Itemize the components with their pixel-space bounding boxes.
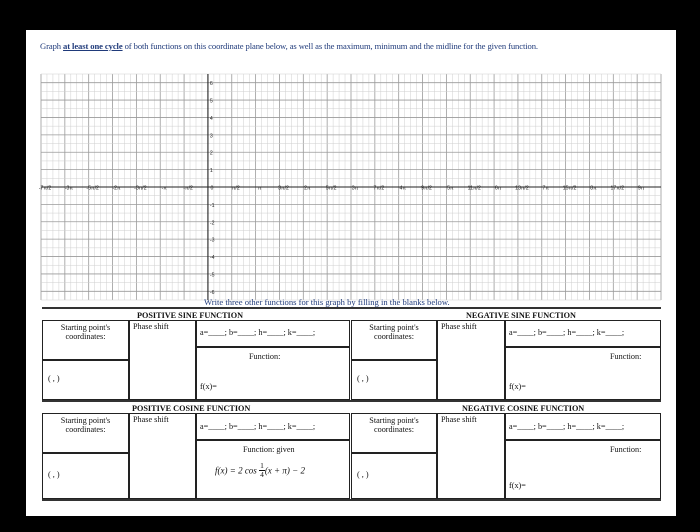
instruction-suffix: of both functions on this coordinate plane below, as well as the maximum, minimum and the midline for the given function. xyxy=(122,41,538,51)
x-tick-label: -5π/2 xyxy=(86,185,99,192)
x-tick-label: 17π/2 xyxy=(610,185,625,192)
starting-point-label: Starting point's xyxy=(369,323,419,332)
pos-cos-start-cell xyxy=(42,413,129,453)
neg-sine-coord-cell[interactable] xyxy=(351,360,437,400)
fx-label: f(x)= xyxy=(200,382,217,391)
neg-cos-function-cell[interactable] xyxy=(505,440,661,499)
neg-cos-start-cell xyxy=(351,413,437,453)
table-top-border xyxy=(42,307,661,309)
instruction-emphasis: at least one cycle xyxy=(63,41,123,51)
x-tick-label: 7π xyxy=(542,185,550,192)
x-tick-label: 5π xyxy=(447,185,454,192)
y-tick-label: -4 xyxy=(209,255,215,262)
params-label: a=____; b=____; h=____; k=____; xyxy=(200,422,316,431)
x-tick-label: 15π/2 xyxy=(562,185,577,192)
neg-sine-phase-cell[interactable] xyxy=(437,320,505,400)
neg-sine-start-cell xyxy=(351,320,437,360)
y-tick-label: -1 xyxy=(209,202,215,209)
formula-rhs: (x + π) − 2 xyxy=(264,465,305,476)
y-tick-label: 4 xyxy=(209,115,213,122)
y-tick-label: 6 xyxy=(209,81,213,88)
coordinates-label: coordinates: xyxy=(373,425,414,434)
x-tick-label: 2π xyxy=(304,185,311,192)
x-tick-label: π/2 xyxy=(231,185,240,192)
coord-blank: ( , ) xyxy=(48,374,60,383)
neg-cos-phase-cell[interactable] xyxy=(437,413,505,499)
x-tick-label: 3π/2 xyxy=(278,185,289,192)
x-tick-label: 9π xyxy=(637,185,645,192)
params-label: a=____; b=____; h=____; k=____; xyxy=(509,328,625,337)
phase-shift-label: Phase shift xyxy=(441,322,477,331)
pos-sine-start-cell xyxy=(42,320,129,360)
y-tick-label: -6 xyxy=(209,289,215,296)
x-tick-label: -3π xyxy=(64,185,73,192)
x-tick-label: 6π xyxy=(494,185,502,192)
pos-sine-params-cell[interactable] xyxy=(196,320,350,347)
x-tick-label: 4π xyxy=(399,185,406,192)
x-tick-label: π xyxy=(257,185,262,192)
y-tick-label: -3 xyxy=(209,237,215,244)
subtitle-text: Write three other functions for this graph by filling in the blanks below. xyxy=(204,297,450,307)
coordinate-plane[interactable] xyxy=(38,74,661,300)
instruction-prefix: Graph xyxy=(40,41,64,51)
x-tick-label: -π xyxy=(161,185,167,192)
y-tick-label: -2 xyxy=(209,220,215,227)
pos-cos-phase-cell[interactable] xyxy=(129,413,196,499)
pos-cos-coord-cell[interactable] xyxy=(42,453,129,499)
pos-cos-function-cell xyxy=(196,440,350,499)
x-tick-label: -7π/2 xyxy=(38,185,52,192)
neg-sine-title: NEGATIVE SINE FUNCTION xyxy=(466,311,576,320)
fx-label: f(x)= xyxy=(509,481,526,490)
formula-lhs: f(x) = 2 cos xyxy=(215,465,260,476)
phase-shift-label: Phase shift xyxy=(133,322,169,331)
starting-point-label: Starting point's xyxy=(369,416,419,425)
x-tick-label: 3π xyxy=(351,185,359,192)
y-tick-label: 1 xyxy=(209,168,213,175)
params-label: a=____; b=____; h=____; k=____; xyxy=(509,422,625,431)
neg-sine-params-cell[interactable] xyxy=(505,320,661,347)
x-tick-label: -3π/2 xyxy=(134,185,147,192)
x-tick-label: 7π/2 xyxy=(373,185,385,192)
x-tick-label: -2π xyxy=(112,185,121,192)
x-tick-label: 11π/2 xyxy=(467,185,481,192)
neg-cos-title: NEGATIVE COSINE FUNCTION xyxy=(462,404,585,413)
coordinates-label: coordinates: xyxy=(373,332,414,341)
fx-label: f(x)= xyxy=(509,382,526,391)
phase-shift-label: Phase shift xyxy=(441,415,477,424)
neg-cos-params-cell[interactable] xyxy=(505,413,661,440)
y-tick-label: -5 xyxy=(209,272,215,279)
coord-blank: ( , ) xyxy=(357,374,369,383)
params-label: a=____; b=____; h=____; k=____; xyxy=(200,328,316,337)
coord-blank: ( , ) xyxy=(48,470,60,479)
phase-shift-label: Phase shift xyxy=(133,415,169,424)
starting-point-label: Starting point's xyxy=(60,323,111,332)
coord-blank: ( , ) xyxy=(357,470,369,479)
y-tick-label: 3 xyxy=(209,133,213,140)
instruction-text xyxy=(40,41,538,51)
fraction-denominator: 4 xyxy=(260,470,264,479)
pos-sine-coord-cell[interactable] xyxy=(42,360,129,400)
x-tick-label: 13π/2 xyxy=(515,185,529,192)
pos-cos-params-cell[interactable] xyxy=(196,413,350,440)
table-mid-border xyxy=(42,400,661,402)
y-tick-label: 5 xyxy=(209,98,213,105)
x-tick-label: 5π/2 xyxy=(325,185,337,192)
x-tick-label: 9π/2 xyxy=(421,185,432,192)
given-function-formula xyxy=(215,462,305,479)
starting-point-label: Starting point's xyxy=(60,416,111,425)
pos-sine-title: POSITIVE SINE FUNCTION xyxy=(137,311,244,320)
coordinates-label: coordinates: xyxy=(65,425,106,434)
pos-sine-phase-cell[interactable] xyxy=(129,320,196,400)
y-tick-label: 2 xyxy=(209,150,213,157)
function-table xyxy=(42,307,661,501)
x-tick-label: 8π xyxy=(590,185,597,192)
coordinates-label: coordinates: xyxy=(65,332,106,341)
x-tick-label: 0 xyxy=(210,185,214,192)
worksheet-page xyxy=(26,30,676,516)
neg-cos-coord-cell[interactable] xyxy=(351,453,437,499)
function-label: Function: xyxy=(610,352,642,361)
fraction-numerator: 1 xyxy=(260,461,264,470)
function-given-label: Function: given xyxy=(243,445,295,454)
table-bottom-border xyxy=(42,499,661,501)
pos-cos-title: POSITIVE COSINE FUNCTION xyxy=(132,404,251,413)
function-label: Function: xyxy=(249,352,281,361)
pos-sine-function-cell[interactable] xyxy=(196,347,350,400)
neg-sine-function-cell[interactable] xyxy=(505,347,661,400)
function-label: Function: xyxy=(610,445,642,454)
x-tick-label: -π/2 xyxy=(183,185,193,192)
